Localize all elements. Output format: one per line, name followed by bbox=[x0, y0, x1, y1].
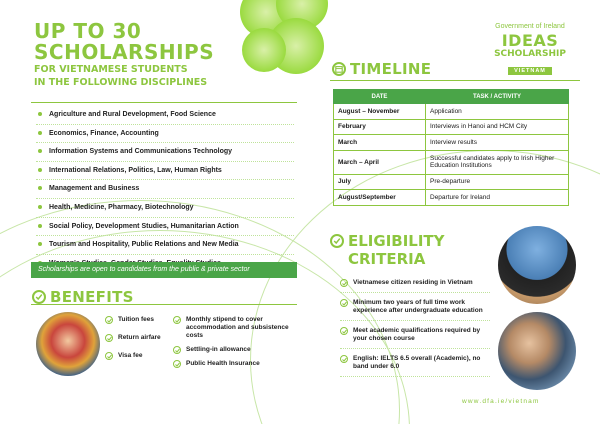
check-icon bbox=[340, 355, 348, 363]
timeline-heading bbox=[332, 60, 431, 78]
eligibility-title-line2: CRITERIA bbox=[348, 250, 426, 268]
disciplines-list bbox=[36, 106, 294, 273]
check-icon bbox=[340, 279, 348, 287]
list-item bbox=[340, 355, 490, 377]
check-icon bbox=[173, 316, 181, 324]
headline-line1: UP TO 30 bbox=[34, 19, 142, 43]
list-item bbox=[105, 316, 175, 334]
table-row bbox=[334, 190, 569, 206]
list-item bbox=[105, 352, 175, 370]
benefits-title: BENEFITS bbox=[50, 288, 134, 306]
list-item: Tourism and Hospitality, Public Relations and New Media bbox=[36, 236, 294, 255]
list-item bbox=[173, 316, 291, 340]
table-row bbox=[334, 119, 569, 135]
headline-subtitle-1: FOR VIETNAMESE STUDENTS bbox=[34, 64, 188, 75]
timeline-task: Interview results bbox=[426, 135, 569, 151]
table-row bbox=[334, 174, 569, 190]
eligibility-list bbox=[340, 279, 490, 383]
logo-scholarship-text: SCHOLARSHIP bbox=[494, 49, 566, 59]
benefit-text: Visa fee bbox=[118, 352, 143, 359]
timeline-task: Pre-departure bbox=[426, 174, 569, 190]
timeline-task: Successful candidates apply to Irish Higher Education Institutions bbox=[426, 150, 569, 174]
timeline-date: July bbox=[334, 174, 426, 190]
timeline-date: August – November bbox=[334, 104, 426, 120]
benefits-list-1 bbox=[105, 316, 175, 370]
column-header-date: DATE bbox=[334, 90, 426, 104]
timeline-date: March bbox=[334, 135, 426, 151]
table-row bbox=[334, 150, 569, 174]
list-item: International Relations, Politics, Law, Human Rights bbox=[36, 162, 294, 181]
benefits-list-2 bbox=[173, 316, 291, 374]
check-icon bbox=[340, 327, 348, 335]
sector-banner: Scholarships are open to candidates from the public & private sector bbox=[31, 262, 297, 278]
timeline-date: March – April bbox=[334, 150, 426, 174]
logo-ideas-text: IDEAS bbox=[501, 31, 559, 50]
check-icon bbox=[105, 316, 113, 324]
list-item: Social Policy, Development Studies, Humanitarian Action bbox=[36, 218, 294, 237]
footer-url-link[interactable]: www.dfa.ie/vietnam bbox=[462, 398, 540, 405]
check-circle-icon bbox=[330, 234, 344, 248]
column-header-task: TASK / ACTIVITY bbox=[426, 90, 569, 104]
calendar-icon bbox=[332, 62, 346, 76]
logo-band: VIETNAM bbox=[508, 67, 552, 75]
table-row bbox=[334, 135, 569, 151]
timeline-table bbox=[333, 89, 569, 206]
list-item bbox=[340, 299, 490, 321]
benefit-text: Settling-in allowance bbox=[186, 346, 251, 353]
timeline-task: Departure for Ireland bbox=[426, 190, 569, 206]
timeline-task: Application bbox=[426, 104, 569, 120]
list-item: Economics, Finance, Accounting bbox=[36, 125, 294, 144]
check-icon bbox=[173, 360, 181, 368]
eligibility-item-text: Minimum two years of full time work experience after undergraduate education bbox=[353, 298, 483, 314]
list-item: Health, Medicine, Pharmacy, Biotechnology bbox=[36, 199, 294, 218]
eligibility-title-line1: ELIGIBILITY bbox=[348, 232, 445, 250]
benefit-text: Tuition fees bbox=[118, 316, 154, 323]
logo-government-text: Government of Ireland bbox=[495, 23, 565, 30]
list-item bbox=[173, 346, 291, 354]
benefit-text: Return airfare bbox=[118, 334, 161, 341]
timeline-title: TIMELINE bbox=[350, 60, 432, 78]
timeline-date: February bbox=[334, 119, 426, 135]
list-item bbox=[340, 279, 490, 293]
benefit-text: Monthly stipend to cover accommodation and subsistence costs bbox=[186, 316, 289, 339]
check-icon bbox=[105, 334, 113, 342]
headline-rule bbox=[31, 102, 297, 103]
benefits-heading bbox=[32, 288, 134, 306]
check-icon bbox=[340, 299, 348, 307]
check-icon bbox=[105, 352, 113, 360]
logo-rule bbox=[330, 80, 580, 81]
check-icon bbox=[173, 346, 181, 354]
eligibility-item-text: Vietnamese citizen residing in Vietnam bbox=[353, 279, 473, 286]
graduates-photo bbox=[498, 226, 576, 304]
list-item bbox=[173, 360, 291, 368]
timeline-task: Interviews in Hanoi and HCM City bbox=[426, 119, 569, 135]
timeline-date: August/September bbox=[334, 190, 426, 206]
list-item bbox=[340, 327, 490, 349]
headline-subtitle-2: IN THE FOLLOWING DISCIPLINES bbox=[34, 77, 208, 88]
table-header-row bbox=[334, 90, 569, 104]
list-item: Management and Business bbox=[36, 180, 294, 199]
list-item: Information Systems and Communications Technology bbox=[36, 143, 294, 162]
group-photo bbox=[36, 312, 100, 376]
headline bbox=[34, 21, 294, 89]
ideas-scholarship-logo bbox=[480, 23, 580, 77]
headline-line2: SCHOLARSHIPS bbox=[34, 40, 215, 64]
eligibility-heading bbox=[330, 232, 445, 268]
eligibility-item-text: Meet academic qualifications required by your chosen course bbox=[353, 326, 481, 342]
benefit-text: Public Health Insurance bbox=[186, 360, 260, 367]
list-item bbox=[105, 334, 175, 352]
table-row bbox=[334, 104, 569, 120]
check-circle-icon bbox=[32, 290, 46, 304]
students-photo bbox=[498, 312, 576, 390]
eligibility-item-text: English: IELTS 6.5 overall (Academic), no band under 6.0 bbox=[353, 354, 481, 370]
list-item: Agriculture and Rural Development, Food Science bbox=[36, 106, 294, 125]
